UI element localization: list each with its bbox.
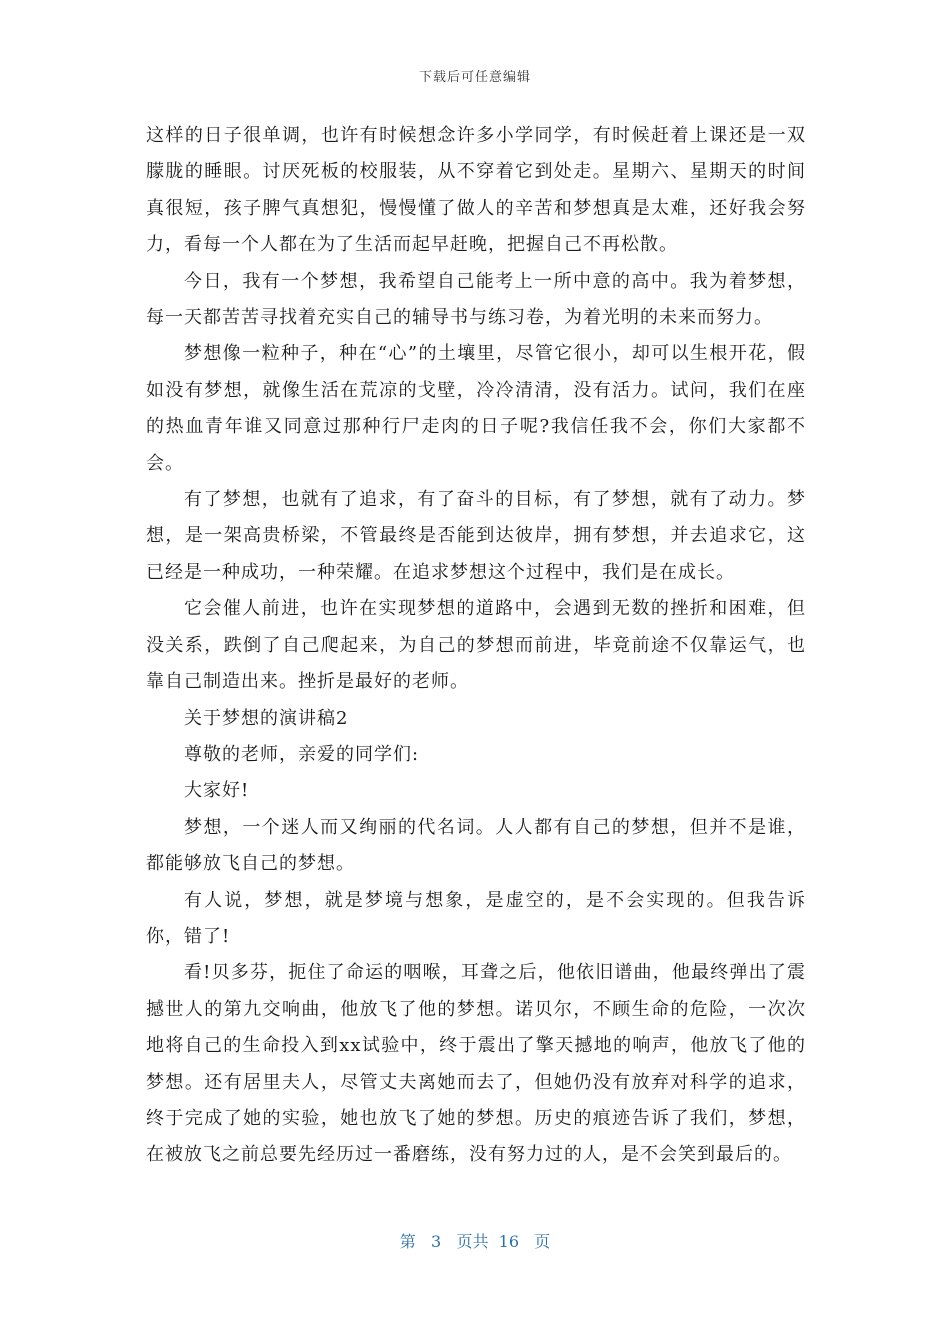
paragraph: 这样的日子很单调，也许有时候想念许多小学同学，有时候赶着上课还是一双朦胧的睡眼。讨厌死板的校服装，从不穿着它到处走。星期六、星期天的时间真很短，孩子脾气真想犯，慢慢懂了做人的辛苦和梦想真是太难，还好我会努力，看每一个人都在为了生活而起早赶晚，把握自己不再松散。 — [146, 125, 806, 256]
salutation: 尊敬的老师，亲爱的同学们: — [184, 743, 420, 765]
paragraph: 梦想，一个迷人而又绚丽的代名词。人人都有自己的梦想，但并不是谁，都能够放飞自己的梦想。 — [146, 816, 806, 875]
page-header: 下载后可任意编辑 — [418, 70, 531, 85]
footer-current-page: 3 — [431, 1232, 442, 1251]
paragraph: 有人说，梦想，就是梦境与想象，是虚空的，是不会实现的。但我告诉你，错了! — [146, 889, 806, 947]
paragraph: 梦想像一粒种子，种在“心”的土壤里，尽管它很小，却可以生根开花，假如没有梦想，就像生活在荒凉的戈壁，冷冷清清，没有活力。试问，我们在座的热血青年谁又同意过那种行尸走肉的日子呢?我信任我不会，你们大家都不会。 — [146, 343, 806, 474]
paragraph: 看!贝多芬，扼住了命运的咽喉，耳聋之后，他依旧谱曲，他最终弹出了震撼世人的第九交响曲，他放飞了他的梦想。诺贝尔，不顾生命的危险，一次次地将自己的生命投入到xx试验中，终于震出了擎天撼地的响声，他放飞了他的梦想。还有居里夫人，尽管丈夫离她而去了，但她仍没有放弃对科学的追求，终于完成了她的实验，她也放飞了她的梦想。历史的痕迹告诉了我们，梦想，在被放飞之前总要先经历过一番磨练，没有努力过的人，是不会笑到最后的。 — [146, 962, 806, 1166]
footer-label-page: 第 — [399, 1232, 416, 1251]
paragraph: 今日，我有一个梦想，我希望自己能考上一所中意的高中。我为着梦想，每一天都苦苦寻找着充实自己的辅导书与练习卷，为着光明的未来而努力。 — [146, 270, 806, 329]
footer-label-of: 页共 — [456, 1232, 489, 1251]
page-footer — [0, 1229, 950, 1252]
speech-title: 关于梦想的演讲稿2 — [184, 707, 349, 729]
document-body — [146, 118, 806, 1174]
paragraph: 它会催人前进，也许在实现梦想的道路中，会遇到无数的挫折和困难，但没关系，跌倒了自己爬起来，为自己的梦想而前进，毕竟前途不仅靠运气，也靠自己制造出来。挫折是最好的老师。 — [146, 598, 806, 693]
footer-total-pages: 16 — [498, 1232, 519, 1251]
greeting: 大家好! — [184, 780, 250, 802]
footer-label-end: 页 — [534, 1232, 551, 1251]
paragraph: 有了梦想，也就有了追求，有了奋斗的目标，有了梦想，就有了动力。梦想，是一架高贵桥梁，不管最终是否能到达彼岸，拥有梦想，并去追求它，这已经是一种成功，一种荣耀。在追求梦想这个过程中，我们是在成长。 — [146, 489, 806, 583]
